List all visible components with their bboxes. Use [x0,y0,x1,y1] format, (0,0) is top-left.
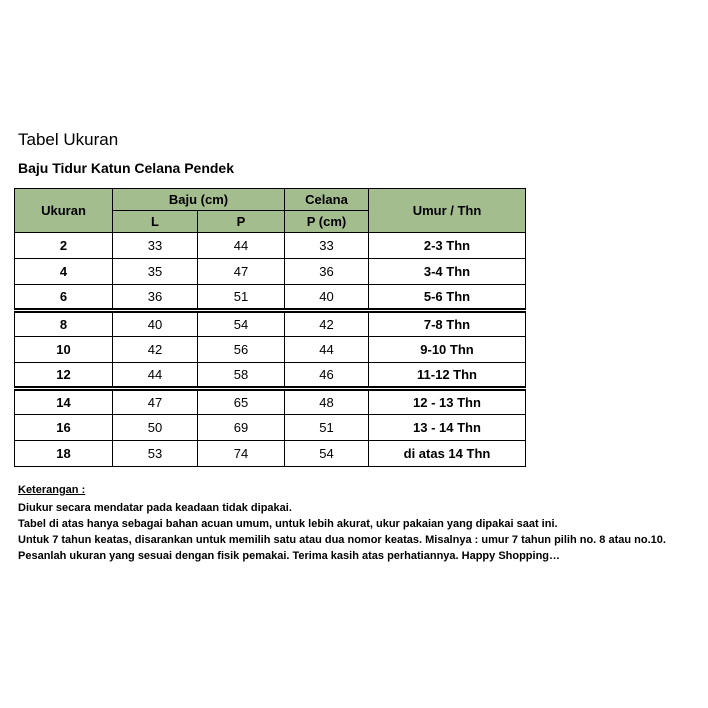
size-cell: 14 [15,389,113,415]
size-cell: 8 [15,311,113,337]
note-line: Untuk 7 tahun keatas, disarankan untuk memilih satu atau dua nomor keatas. Misalnya : umur 7 tahun pilih no. 8 atau no.10. [18,533,666,546]
age-cell: 13 - 14 Thn [369,415,526,441]
table-group-1 [15,233,526,311]
size-cell: 18 [15,441,113,467]
baju-l-cell: 40 [113,311,198,337]
age-cell: 12 - 13 Thn [369,389,526,415]
header-celana: Celana [285,189,369,211]
table-row [15,415,526,441]
header-ukuran: Ukuran [15,189,113,233]
table-group-3 [15,389,526,467]
baju-p-cell: 54 [198,311,285,337]
baju-p-cell: 44 [198,233,285,259]
baju-p-cell: 47 [198,259,285,285]
baju-p-cell: 69 [198,415,285,441]
size-cell: 4 [15,259,113,285]
celana-p-cell: 48 [285,389,369,415]
table-row [15,337,526,363]
size-cell: 6 [15,285,113,311]
size-chart-table [14,188,526,467]
table-row [15,259,526,285]
celana-p-cell: 33 [285,233,369,259]
age-cell: di atas 14 Thn [369,441,526,467]
header-baju-l: L [113,211,198,233]
baju-l-cell: 33 [113,233,198,259]
baju-l-cell: 50 [113,415,198,441]
header-umur: Umur / Thn [369,189,526,233]
baju-p-cell: 65 [198,389,285,415]
baju-l-cell: 44 [113,363,198,389]
age-cell: 2-3 Thn [369,233,526,259]
size-cell: 12 [15,363,113,389]
celana-p-cell: 46 [285,363,369,389]
celana-p-cell: 42 [285,311,369,337]
celana-p-cell: 36 [285,259,369,285]
table-row [15,441,526,467]
header-baju: Baju (cm) [113,189,285,211]
header-baju-p: P [198,211,285,233]
age-cell: 3-4 Thn [369,259,526,285]
table-row [15,389,526,415]
header-row-1 [15,189,526,211]
table-row [15,363,526,389]
baju-l-cell: 42 [113,337,198,363]
table-group-2 [15,311,526,389]
celana-p-cell: 54 [285,441,369,467]
celana-p-cell: 44 [285,337,369,363]
note-line: Pesanlah ukuran yang sesuai dengan fisik pemakai. Terima kasih atas perhatiannya. Happy Shopping… [18,549,561,562]
celana-p-cell: 51 [285,415,369,441]
table-row [15,311,526,337]
baju-p-cell: 74 [198,441,285,467]
notes-section [18,483,688,565]
table-header [15,189,526,233]
header-celana-p: P (cm) [285,211,369,233]
age-cell: 11-12 Thn [369,363,526,389]
note-line: Tabel di atas hanya sebagai bahan acuan umum, untuk lebih akurat, ukur pakaian yang dipakai saat ini. [18,517,558,530]
note-line: Diukur secara mendatar pada keadaan tidak dipakai. [18,501,292,514]
celana-p-cell: 40 [285,285,369,311]
baju-p-cell: 56 [198,337,285,363]
product-subtitle: Baju Tidur Katun Celana Pendek [18,160,235,176]
age-cell: 7-8 Thn [369,311,526,337]
size-cell: 2 [15,233,113,259]
baju-p-cell: 58 [198,363,285,389]
baju-l-cell: 36 [113,285,198,311]
size-cell: 16 [15,415,113,441]
size-cell: 10 [15,337,113,363]
table-row [15,285,526,311]
baju-p-cell: 51 [198,285,285,311]
table-row [15,233,526,259]
baju-l-cell: 35 [113,259,198,285]
notes-heading: Keterangan : [18,484,86,496]
age-cell: 5-6 Thn [369,285,526,311]
baju-l-cell: 53 [113,441,198,467]
page-title: Tabel Ukuran [18,130,119,149]
age-cell: 9-10 Thn [369,337,526,363]
baju-l-cell: 47 [113,389,198,415]
